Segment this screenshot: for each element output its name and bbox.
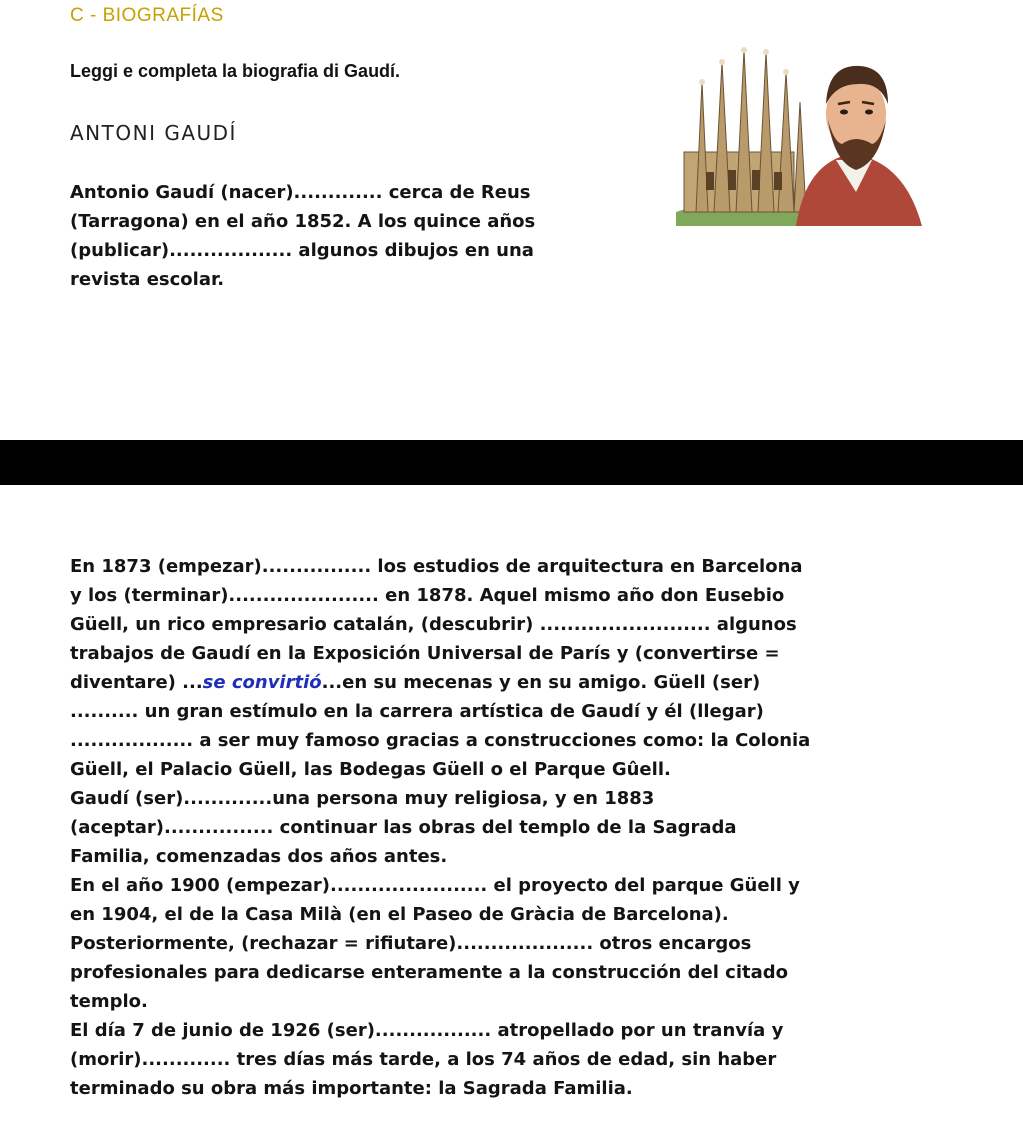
text-line: (morir)............. tres días más tarde, a los 74 años de edad, sin haber <box>70 1049 777 1070</box>
redaction-bar <box>0 440 1023 485</box>
text-line: y los (terminar)...................... en 1878. Aquel mismo año don Eusebio <box>70 585 785 606</box>
text-line: Posteriormente, (rechazar = rifiutare).................... otros encargos <box>70 933 752 954</box>
page-title: ANTONI GAUDÍ <box>70 121 237 145</box>
text-line: El día 7 de junio de 1926 (ser)................. atropellado por un tranvía y <box>70 1020 784 1041</box>
text-line: terminado su obra más importante: la Sagrada Familia. <box>70 1078 633 1099</box>
text-line: profesionales para dedicarse enteramente a la construcción del citado <box>70 962 788 983</box>
text-line: Güell, un rico empresario catalán, (descubrir) ......................... algunos <box>70 614 797 635</box>
line-suffix: ...en su mecenas y en su amigo. Güell (ser) <box>321 672 761 693</box>
text-line: en 1904, el de la Casa Milà (en el Paseo de Gràcia de Barcelona). <box>70 904 729 925</box>
text-line: trabajos de Gaudí en la Exposición Universal de París y (convertirse = <box>70 643 780 664</box>
text-line: revista escolar. <box>70 269 225 290</box>
text-line: .......... un gran estímulo en la carrera artística de Gaudí y él (llegar) <box>70 701 764 722</box>
text-line: Familia, comenzadas dos años antes. <box>70 846 448 867</box>
text-line: Gaudí (ser).............una persona muy religiosa, y en 1883 <box>70 788 655 809</box>
biography-paragraph-main <box>70 552 970 1103</box>
text-line: (Tarragona) en el año 1852. A los quince años <box>70 211 536 232</box>
text-line: templo. <box>70 991 148 1012</box>
biography-paragraph-intro <box>70 178 630 294</box>
filled-answer: se convirtió <box>202 672 322 693</box>
text-line: (aceptar)................ continuar las obras del templo de la Sagrada <box>70 817 737 838</box>
text-line: Güell, el Palacio Güell, las Bodegas Güell o el Parque Gûell. <box>70 759 671 780</box>
text-line: En 1873 (empezar)................ los estudios de arquitectura en Barcelona <box>70 556 803 577</box>
section-header: C - BIOGRAFÍAS <box>70 5 224 26</box>
text-line: .................. a ser muy famoso gracias a construcciones como: la Colonia <box>70 730 811 751</box>
instruction-text: Leggi e completa la biografia di Gaudí. <box>70 61 401 81</box>
gaudi-illustration <box>676 42 922 226</box>
text-line: En el año 1900 (empezar)....................... el proyecto del parque Güell y <box>70 875 800 896</box>
text-line: (publicar).................. algunos dibujos en una <box>70 240 534 261</box>
text-line-with-answer <box>70 668 970 697</box>
text-line: Antonio Gaudí (nacer)............. cerca de Reus <box>70 182 531 203</box>
line-prefix: diventare) ... <box>70 672 203 693</box>
gaudi-portrait-image <box>676 42 922 226</box>
